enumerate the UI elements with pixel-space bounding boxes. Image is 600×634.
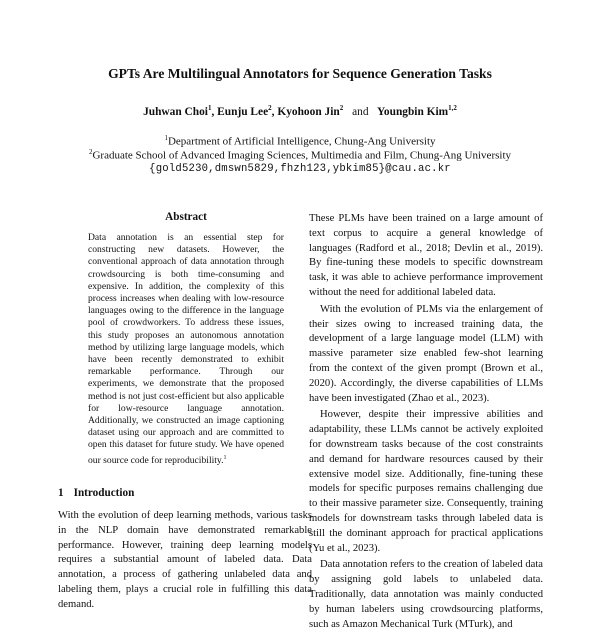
author-separator: , [271,105,275,118]
author-name: Eunju Lee [217,105,269,118]
affiliation-text: Graduate School of Advanced Imaging Sciences, Multimedia and Film, Chung-Ang University [92,149,512,162]
author-affil-mark: 1 [207,104,212,112]
author-affil-mark: 2 [268,104,272,112]
author-name: Kyohoon Jin [277,105,340,118]
left-column-body [58,509,312,615]
paragraph: Data annotation refers to the creation of labeled data by assigning gold labels to unlabeled data. Traditionally, data annotation was mainly conducted by human labelers using crowdsourcing platforms, such as Amazon Mechanical Turk (MTurk), and [309,559,543,630]
author-emails: {gold5230,dmswn5829,fhzh123,ybkim85}@cau.ac.kr [149,163,451,175]
paragraph: With the evolution of PLMs via the enlargement of their sizes owing to increased training data, the development of a large language model (LLM) with massive parameter size enabled few-shot learning from the context of the given prompt (Brown et al., 2020). Accordingly, the diverse capabilities of LLMs have been investigated (Zhao et al., 2023). [309,303,543,404]
paragraph: With the evolution of deep learning methods, various tasks in the NLP domain have demonstrated remarkable performance. However, training deep learning models requires a substantial amount of labeled data. Data annotation, a process of gathering unlabeled data and labeling them, plays a crucial role in fulfilling this data demand. [58,510,312,610]
affiliation-1 [0,134,600,148]
affiliation-mark: 2 [88,148,93,156]
author-affil-mark: 2 [339,104,344,112]
paragraph: These PLMs have been trained on a large amount of text corpus to acquire a general knowledge of languages (Radford et al., 2018; Devlin et al., 2019). By fine-tuning these models to specific downstream task, it was able to achieve performance improvement without the need for additional labeled data. [309,213,543,298]
section-number: 1 [58,487,64,499]
author-affil-mark: 1,2 [448,104,457,112]
author-name: Youngbin Kim [376,105,449,118]
affiliation-2 [0,148,600,162]
abstract-text: Data annotation is an essential step for constructing new datasets. However, the conventional approach of data annotation through crowdsourcing is both time-consuming and expensive. In addition, the complexity of this process increases when dealing with low-resource languages owing to the difference in the language pool of crowdworkers. To address these issues, this study proposes an autonomous annotation method by utilizing large language models, which have been recently demonstrated to exhibit remarkable performance. Through our experiments, we demonstrate that the proposed method is not just cost-efficient but also applicable for low-resource language annotation. Additionally, we constructed an image captioning dataset using our approach and are committed to open this dataset for future study. We have opened our source code for reproducibility. [88,232,284,466]
right-column-body [309,212,543,634]
abstract-body [88,232,284,467]
abstract-heading: Abstract [165,211,207,223]
section-heading [58,487,134,499]
author-separator: , [211,105,215,118]
affiliation-mark: 1 [164,134,168,142]
paragraph: However, despite their impressive abilities and adaptability, these LLMs cannot be actively exploited for downstream tasks because of the cost constraints and demand for hardware resources caused by their extensive model size. Additionally, fine-tuning these models for specific purposes remains challenging due to their massive parameter size. Consequently, training models for downstream tasks through labeled data is still the dominant approach for practical applications (Yu et al., 2023). [309,409,543,554]
footnote-mark: 1 [223,454,227,461]
affiliation-text: Department of Artificial Intelligence, Chung-Ang University [167,135,436,148]
section-title: Introduction [73,487,135,499]
author-and: and [352,105,369,118]
author-list [0,104,600,118]
paper-title: GPTs Are Multilingual Annotators for Sequence Generation Tasks [108,66,492,81]
author-name: Juhwan Choi [143,105,208,118]
